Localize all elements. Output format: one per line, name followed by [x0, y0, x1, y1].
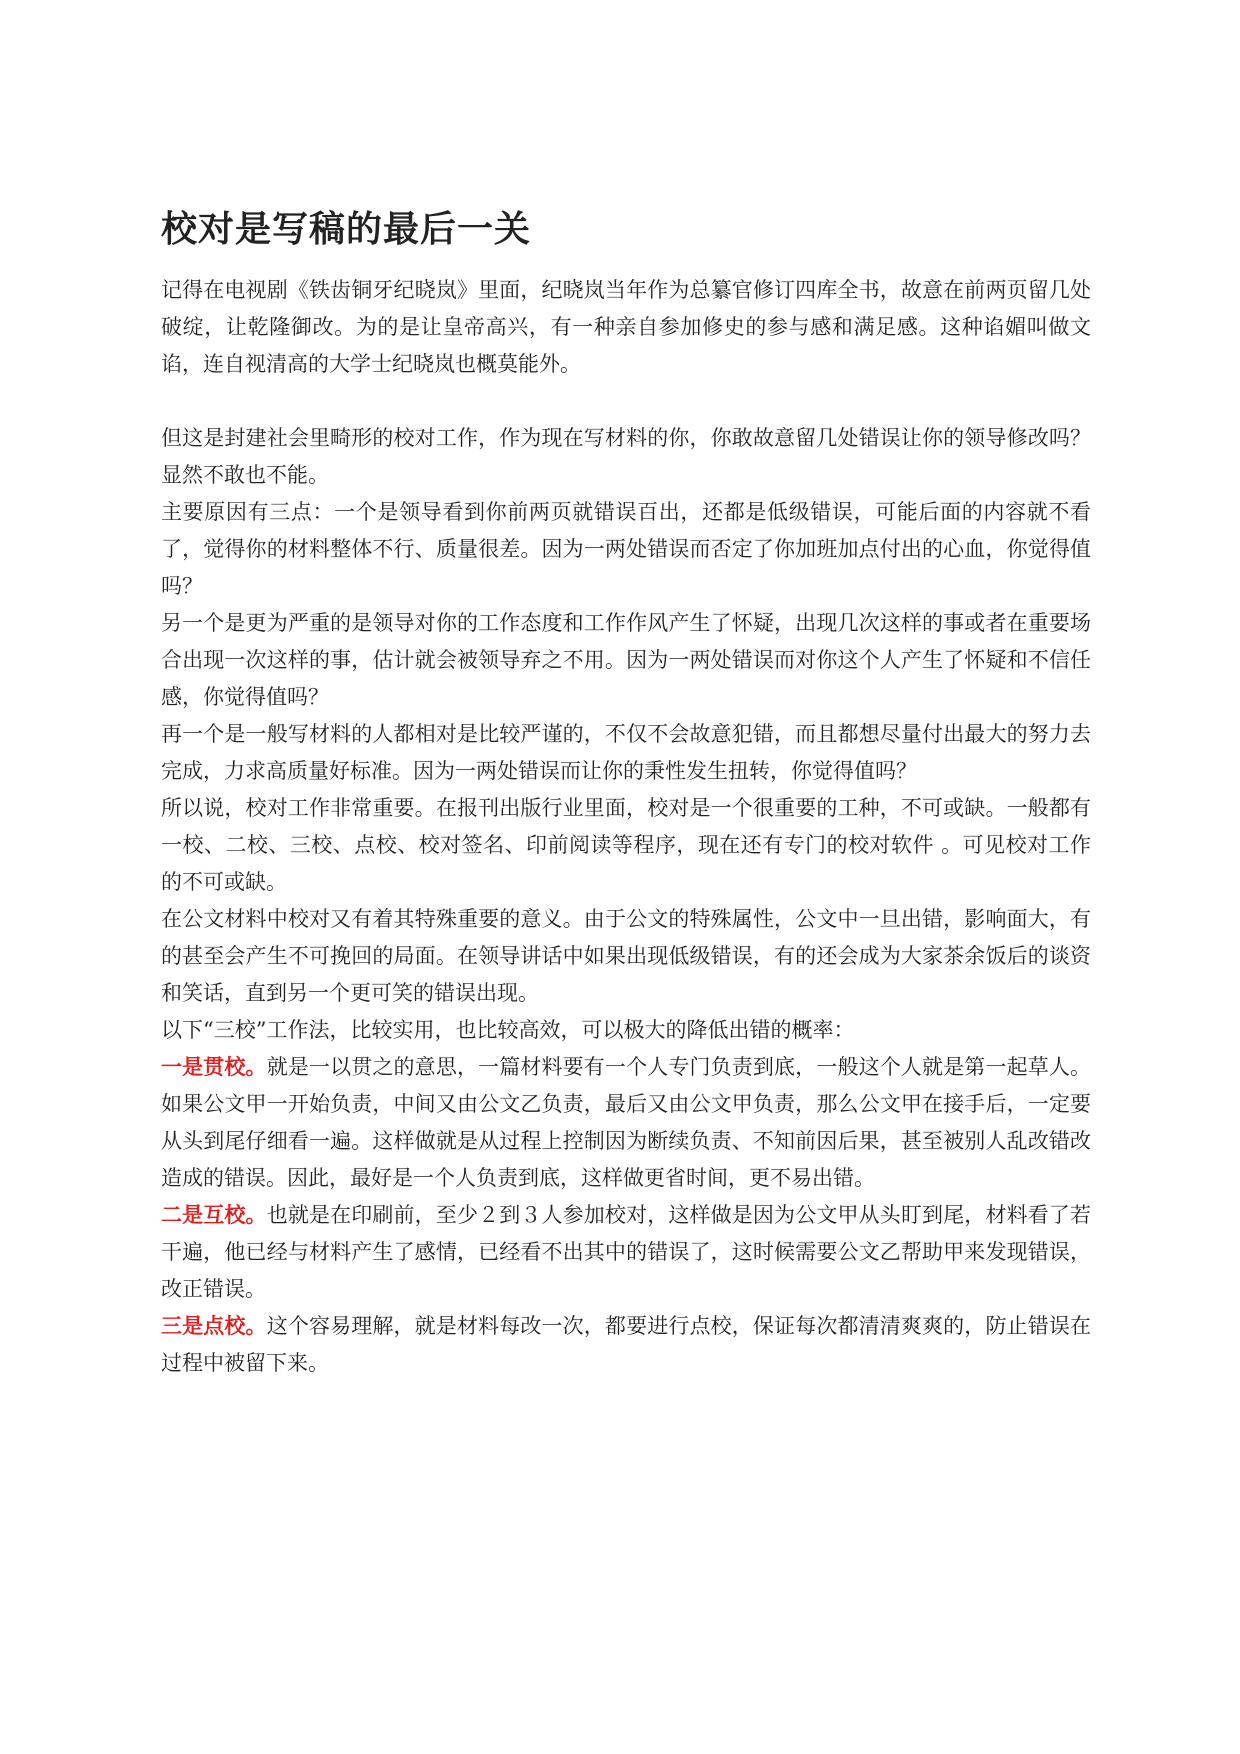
paragraph-reason-three: 再一个是一般写材料的人都相对是比较严谨的，不仅不会故意犯错，而且都想尽量付出最大的努力去完成，力求高质量好标准。因为一两处错误而让你的秉性发生扭转，你觉得值吗？: [161, 722, 1091, 783]
document-title: 校对是写稿的最后一关: [161, 209, 532, 250]
paragraph-official-documents: 在公文材料中校对又有着其特殊重要的意义。由于公文的特殊属性，公文中一旦出错，影响面大，有的甚至会产生不可挽回的局面。在领导讲话中如果出现低级错误，有的还会成为大家茶余饭后的谈资和笑话，直到另一个更可笑的错误出现。: [161, 907, 1091, 1005]
paragraph-importance: 所以说，校对工作非常重要。在报刊出版行业里面，校对是一个很重要的工种，不可或缺。一般都有一校、二校、三校、点校、校对签名、印前阅读等程序，现在还有专门的校对软件 。可见校对工作的不可或缺。: [161, 796, 1091, 894]
paragraph-reason-two: 另一个是更为严重的是领导对你的工作态度和工作作风产生了怀疑，出现几次这样的事或者在重要场合出现一次这样的事，估计就会被领导弃之不用。因为一两处错误而对你这个人产生了怀疑和不信任感，你觉得值吗？: [161, 611, 1091, 709]
paragraph-intro: 记得在电视剧《铁齿铜牙纪晓岚》里面，纪晓岚当年作为总纂官修订四库全书，故意在前两页留几处破绽，让乾隆御改。为的是让皇帝高兴，有一种亲自参加修史的参与感和满足感。这种谄媚叫做文谄，连自视清高的大学士纪晓岚也概莫能外。: [161, 278, 1091, 376]
method-lead: 三是点校。: [161, 1314, 267, 1338]
method-text: 也就是在印刷前，至少２到３人参加校对，这样做是因为公文甲从头盯到尾，材料看了若干遍，他已经与材料产生了感情，已经看不出其中的错误了，这时候需要公文乙帮助甲来发现错误，改正错误。: [161, 1203, 1092, 1301]
method-item: [161, 1049, 1091, 1197]
method-lead: 一是贯校。: [161, 1055, 267, 1079]
paragraph-three-reasons: 主要原因有三点：一个是领导看到你前两页就错误百出，还都是低级错误，可能后面的内容就不看了，觉得你的材料整体不行、质量很差。因为一两处错误而否定了你加班加点付出的心血，你觉得值吗？: [161, 500, 1091, 598]
document-body: [161, 272, 1091, 1382]
paragraph-method-intro: 以下“三校”工作法，比较实用，也比较高效，可以极大的降低出错的概率：: [161, 1018, 855, 1042]
method-text: 这个容易理解，就是材料每改一次，都要进行点校，保证每次都清清爽爽的，防止错误在过程中被留下来。: [161, 1314, 1092, 1375]
method-item: [161, 1197, 1091, 1308]
paragraph-feudal-proofreading: 但这是封建社会里畸形的校对工作，作为现在写材料的你，你敢故意留几处错误让你的领导修改吗？显然不敢也不能。: [161, 426, 1091, 487]
method-item: [161, 1308, 1091, 1382]
method-text: 就是一以贯之的意思，一篇材料要有一个人专门负责到底，一般这个人就是第一起草人。如果公文甲一开始负责，中间又由公文乙负责，最后又由公文甲负责，那么公文甲在接手后，一定要从头到尾仔细看一遍。这样做就是从过程上控制因为断续负责、不知前因后果，甚至被别人乱改错改造成的错误。因此，最好是一个人负责到底，这样做更省时间，更不易出错。: [161, 1055, 1092, 1190]
method-lead: 二是互校。: [161, 1203, 267, 1227]
